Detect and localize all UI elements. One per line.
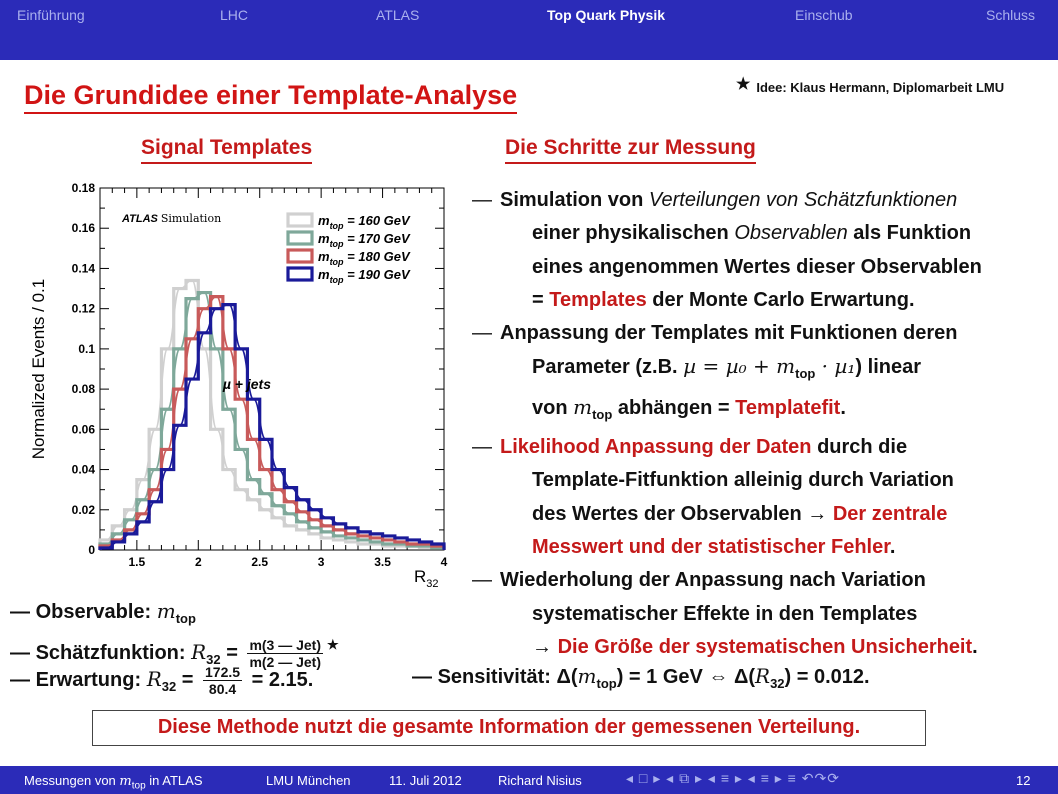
step-text: Der zentrale [832,502,948,525]
nav-einschub[interactable]: Einschub [795,7,853,23]
dash: — [10,601,30,623]
step-line [500,217,1052,250]
step-item [472,184,1052,317]
atlas-label: ATLAS Simulation [122,212,222,225]
dash: — [472,436,492,459]
erwartung-row [10,664,339,698]
x-tick-label: 2 [194,555,202,569]
step-line [500,184,1052,217]
footer-talk-title [24,773,202,792]
y-tick-label: 0 [88,543,95,557]
x-axis-label: $R_{32}$ [414,567,439,590]
erwartung-denominator: 80.4 [208,681,237,698]
footnote-text: Idee: Klaus Hermann, Diplomarbeit LMU [756,80,1005,95]
star-icon: ★ [327,637,339,652]
step-line [500,431,1052,464]
step-text: als Funktion [847,222,972,245]
legend-swatch-0 [288,214,312,226]
schaetz-numerator: m(3 — Jet) [249,637,322,654]
step-text: Likelihood Anpassung der Daten [500,436,812,459]
step-text: Templates [549,288,647,311]
step-line [500,350,1052,390]
y-tick-label: 0.1 [78,341,95,356]
step-line [500,317,1052,350]
schaetz-R: R [191,640,207,664]
erwartung-label: Erwartung: [35,669,147,691]
x-tick-label: 2.5 [251,555,269,569]
step-text: top [592,406,613,422]
erwartung-numerator: 172.5 [205,664,241,681]
step-line [500,251,1052,284]
step-text: eines angenommen Wertes dieser Observablen [532,255,982,278]
step-line [500,531,1052,564]
signal-templates-heading: Signal Templates [141,136,312,164]
step-text: µ = µ₀ + m [683,354,796,379]
step-item [472,564,1052,664]
step-text: m [573,394,593,419]
definitions-list [10,596,339,698]
nav-top-quark-physik[interactable]: Top Quark Physik [547,7,665,23]
dash: — [472,189,492,211]
dash: — [412,666,432,688]
nav-einfuehrung[interactable]: Einführung [17,7,85,23]
step-text: . [972,635,978,658]
footer-institute: LMU München [266,773,351,788]
step-text: Messwert und der statistischer Fehler [532,535,890,558]
sens-end: ) = 0.012. [784,666,870,688]
conclusion-box: Diese Methode nutzt die gesamte Information der gemessenen Verteilung. [92,710,926,746]
footer-date: 11. Juli 2012 [389,773,462,788]
talk-pre: Messungen von [24,773,120,788]
schaetz-denominator: m(2 — Jet) [249,654,322,671]
talk-sub: top [131,780,146,792]
step-line [500,631,1052,664]
step-text: Observablen [734,222,848,245]
step-text: der Monte Carlo Erwartung. [646,288,915,311]
legend-swatch-2 [288,250,312,262]
step-line [500,598,1052,631]
step-text: abhängen = [612,396,736,419]
sens-mid: ) = 1 GeV ⇔ Δ( [616,666,756,688]
step-text: Wiederholung der Anpassung nach Variation [500,569,926,592]
beamer-navigation-icons[interactable]: ◂ □ ▸ ◂ ⧉ ▸ ◂ ≡ ▸ ◂ ≡ ▸ ≡ ↶↷⟳ [626,770,840,786]
step-text: Verteilungen von Schätzfunktionen [648,189,958,211]
legend-swatch-3 [288,268,312,280]
erwartung-eq: = [176,669,200,691]
y-tick-label: 0.04 [71,462,95,477]
slide-title: Die Grundidee einer Template-Analyse [24,80,517,114]
talk-post: in ATLAS [145,773,203,788]
dash: — [10,669,30,691]
sensitivity-line [412,664,870,691]
step-text: Die Größe der systematischen Unsicherheit [557,635,973,658]
y-tick-label: 0.16 [71,221,95,236]
y-tick-label: 0.02 [71,502,95,517]
footer-bar [0,766,1058,794]
step-line [500,564,1052,597]
erwartung-result: = 2.15. [246,669,314,691]
dash: — [472,322,492,345]
erwartung-fraction [203,664,242,697]
page-number: 12 [1016,773,1031,788]
step-line [500,498,1052,531]
fit-curve-series-0 [106,281,438,548]
step-text: von [532,396,574,419]
step-text: ) linear [855,356,921,379]
y-tick-label: 0.14 [71,261,95,276]
top-navigation-bar [0,0,1058,60]
step-text: systematischer Effekte in den Templates [532,602,918,625]
footnote [736,74,1004,95]
schaetz-eq: = [220,642,244,664]
observable-label: Observable: [35,601,157,623]
talk-m: m [119,774,132,789]
star-icon: ★ [736,76,751,93]
step-text: Anpassung der Templates mit Funktionen deren [500,322,958,345]
y-tick-label: 0.08 [71,382,95,397]
sens-sub: top [596,676,617,691]
legend-label-2: $m_{top} = 180$ GeV [318,249,410,267]
step-text: . [889,535,896,558]
step-text: Parameter (z.B. [532,356,684,379]
nav-lhc[interactable]: LHC [220,7,249,23]
x-tick-label: 3 [317,555,325,569]
nav-atlas[interactable]: ATLAS [376,7,420,23]
histogram-series-0 [100,281,444,550]
step-text: top [795,366,816,382]
step-text: einer physikalischen [532,222,735,245]
step-text: durch die [811,436,908,459]
y-tick-label: 0.06 [71,422,95,437]
legend-label-0: $m_{top} = 160$ GeV [318,213,410,231]
schaetzfunktion-row [10,630,339,671]
x-tick-label: 1.5 [128,555,146,569]
step-line [500,391,1052,431]
dash: — [472,569,492,592]
signal-templates-chart [24,176,454,596]
x-tick-label: 4 [440,555,448,569]
y-tick-label: 0.18 [71,181,95,195]
channel-label: µ + jets [222,376,272,393]
steps-heading: Die Schritte zur Messung [505,136,756,164]
observable-m: m [156,599,176,623]
step-text: Simulation von [500,189,649,211]
erwartung-sub: 32 [161,679,177,694]
step-text: → [532,635,558,658]
dash: — [10,642,30,664]
step-line [500,464,1052,497]
sens-m: m [577,664,597,688]
step-text: . [840,396,846,419]
step-text: des Wertes der Observablen → [532,502,833,525]
sens-R: R [755,664,771,688]
step-text: Template-Fitfunktion alleinig durch Variation [532,469,954,492]
footer-author: Richard Nisius [498,773,582,788]
observable-row [10,596,339,630]
erwartung-R: R [146,667,162,691]
nav-schluss[interactable]: Schluss [986,7,1036,23]
y-tick-label: 0.12 [71,301,95,316]
schaetz-sub: 32 [206,652,221,667]
legend-swatch-1 [288,232,312,244]
x-tick-label: 3.5 [374,555,391,569]
step-item [472,431,1052,564]
legend-label-1: $m_{top} = 170$ GeV [318,231,410,249]
step-text: = [532,288,550,311]
step-line [500,284,1052,317]
steps-list [472,184,1052,664]
legend-label-3: $m_{top} = 190$ GeV [318,267,410,285]
sens-R-sub: 32 [770,676,785,691]
step-text: Templatefit [735,396,841,419]
step-item [472,317,1052,431]
step-text: · µ₁ [815,354,856,379]
sens-label: Sensitivität: Δ( [437,666,578,688]
schaetz-label: Schätzfunktion: [35,642,192,664]
observable-sub: top [175,611,196,626]
y-axis-label: Normalized Events / 0.1 [29,278,48,460]
